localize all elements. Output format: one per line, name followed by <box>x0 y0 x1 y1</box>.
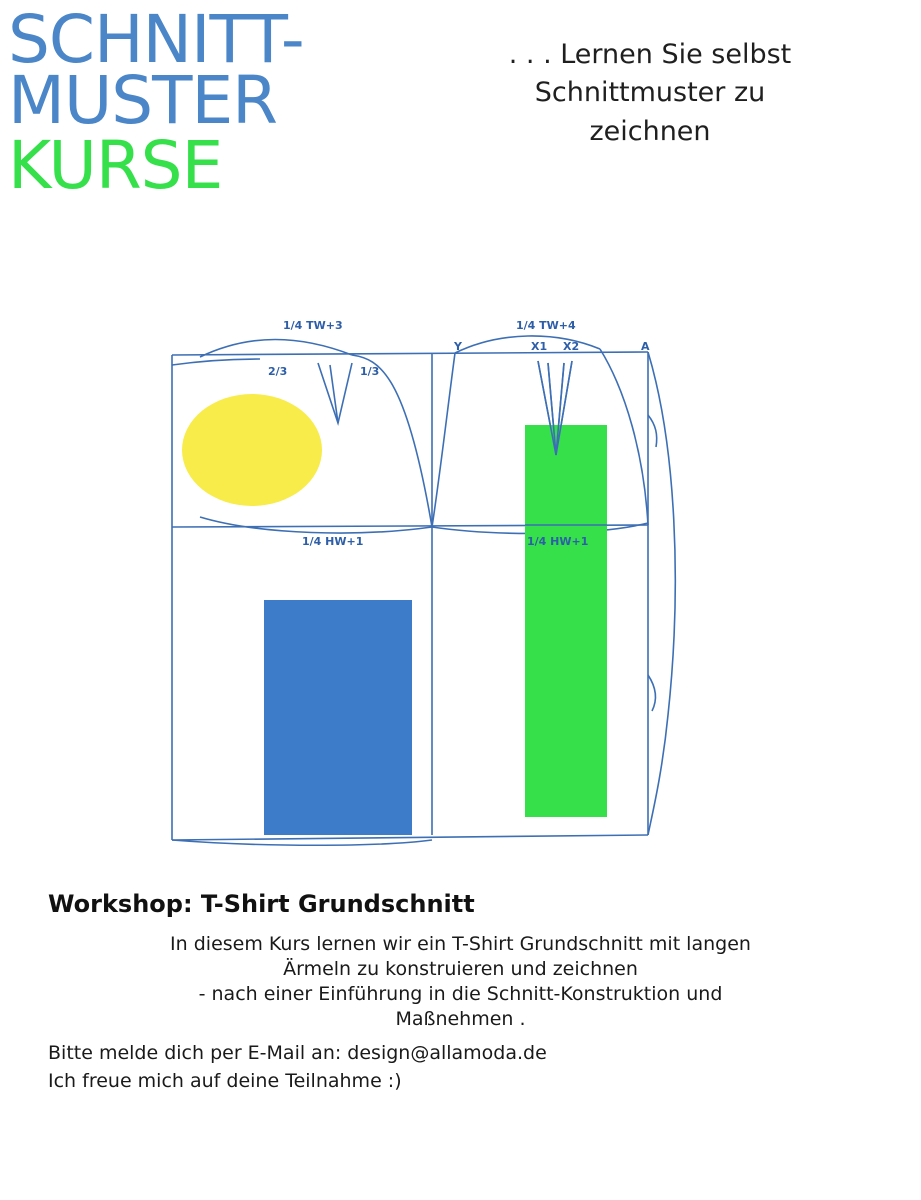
title-line-schnitt: SCHNITT- <box>8 1 304 78</box>
poster-title <box>8 1 488 205</box>
description-line-4: Maßnehmen . <box>395 1008 526 1031</box>
description-line-3: - nach einer Einführung in die Schnitt-Konstruktion und <box>198 983 723 1006</box>
description-line-1: In diesem Kurs lernen wir ein T-Shirt Grundschnitt mit langen <box>170 933 751 955</box>
label-a: A <box>641 340 650 353</box>
yellow-circle <box>182 394 322 506</box>
label-tw4: 1/4 TW+4 <box>516 319 576 332</box>
label-two-thirds: 2/3 <box>268 365 288 378</box>
title-line-muster: MUSTER <box>8 61 278 139</box>
title-line-kurse: KURSE <box>8 127 223 205</box>
pattern-illustration <box>0 295 921 885</box>
label-one-third: 1/3 <box>360 365 380 378</box>
closing-line: Ich freue mich auf deine Teilnahme :) <box>48 1069 402 1092</box>
poster-tagline: . . . Lernen Sie selbst Schnittmuster zu zeichnen <box>508 39 792 147</box>
label-x1: X1 <box>531 340 548 353</box>
poster-content <box>0 890 921 1095</box>
label-hw1-right: 1/4 HW+1 <box>527 535 589 548</box>
contact-block <box>48 1040 921 1095</box>
label-hw1-left: 1/4 HW+1 <box>302 535 364 548</box>
label-tw3: 1/4 TW+3 <box>283 319 343 332</box>
poster-header <box>0 0 921 290</box>
workshop-title: Workshop: T-Shirt Grundschnitt <box>48 890 475 918</box>
green-rectangle <box>525 425 607 817</box>
description-line-2: Ärmeln zu konstruieren und zeichnen <box>283 958 638 981</box>
workshop-description <box>46 932 876 1032</box>
contact-email-line: Bitte melde dich per E-Mail an: design@allamoda.de <box>48 1042 547 1065</box>
blue-rectangle <box>264 600 412 835</box>
label-x2: X2 <box>563 340 580 353</box>
label-y: Y <box>454 340 462 353</box>
